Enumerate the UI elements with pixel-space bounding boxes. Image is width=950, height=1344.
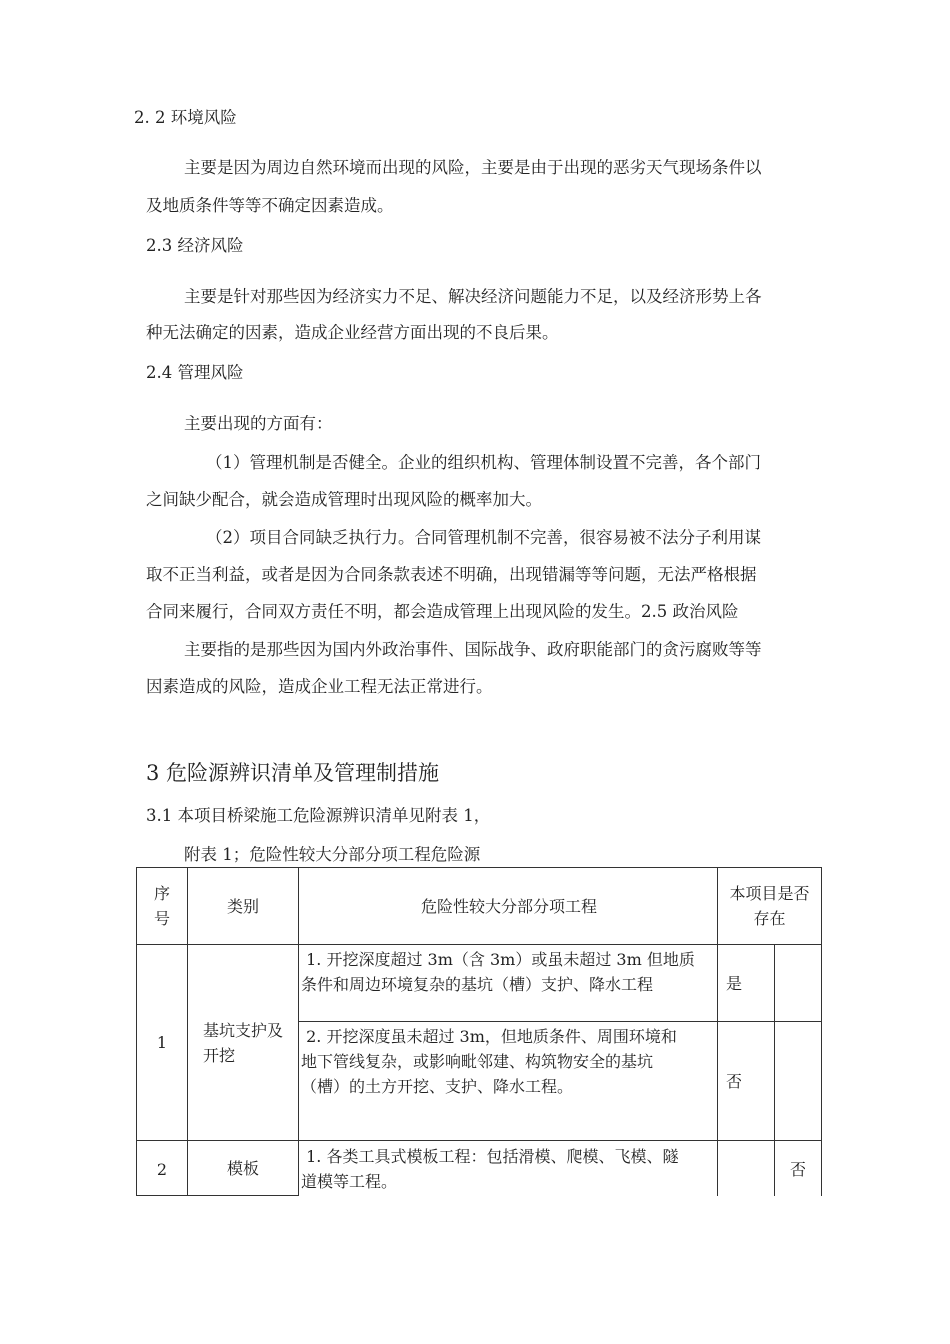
table-row [137, 1141, 822, 1196]
row2-item1-no: 否 [775, 1141, 822, 1196]
row1-item1: 1. 开挖深度超过 3m（含 3m）或虽未超过 3m 但地质 条件和周边环境复杂的基坑（槽）支护、降水工程 [299, 945, 718, 1022]
section-2-4-item1-line2: 之间缺少配合，就会造成管理时出现风险的概率加大。 [146, 490, 542, 509]
section-2-2-para-line1: 主要是因为周边自然环境而出现的风险，主要是由于出现的恶劣天气现场条件以 [184, 158, 762, 177]
section-2-3-para-line2: 种无法确定的因素，造成企业经营方面出现的不良后果。 [146, 323, 559, 342]
header-exists: 本项目是否 存在 [718, 868, 822, 945]
hazard-table [136, 867, 822, 1196]
section-2-5-para-line2: 因素造成的风险，造成企业工程无法正常进行。 [146, 677, 493, 696]
row1-item2: 2. 开挖深度虽未超过 3m，但地质条件、周围环境和 地下管线复杂，或影响毗邻建、构筑物安全的基坑 （槽）的土方开挖、支护、降水工程。 [299, 1022, 718, 1141]
header-item: 危险性较大分部分项工程 [299, 868, 718, 945]
section-3-1-line: 3.1 本项目桥梁施工危险源辨识清单见附表 1， [146, 806, 491, 825]
header-no: 序 号 [137, 868, 188, 945]
table-row [137, 945, 822, 1022]
row2-item1-yes [718, 1141, 775, 1196]
row2-category: 模板 [188, 1141, 299, 1196]
row1-item1-no [775, 945, 822, 1022]
section-2-4-title: 2.4 管理风险 [146, 363, 244, 382]
section-2-4-item2-line3: 合同来履行，合同双方责任不明，都会造成管理上出现风险的发生。2.5 政治风险 [146, 602, 739, 621]
section-2-3-para-line1: 主要是针对那些因为经济实力不足、解决经济问题能力不足，以及经济形势上各 [184, 287, 762, 306]
table-caption: 附表 1；危险性较大分部分项工程危险源 [184, 845, 481, 864]
row1-item2-no [775, 1022, 822, 1141]
section-2-5-para-line1: 主要指的是那些因为国内外政治事件、国际战争、政府职能部门的贪污腐败等等 [184, 640, 762, 659]
section-2-3-title: 2.3 经济风险 [146, 236, 244, 255]
row2-no: 2 [137, 1141, 188, 1196]
section-2-4-intro: 主要出现的方面有： [184, 414, 333, 433]
row1-no: 1 [137, 945, 188, 1141]
section-2-4-item2-line1: （2）项目合同缺乏执行力。合同管理机制不完善，很容易被不法分子利用谋 [206, 528, 761, 547]
section-3-heading: 3 危险源辨识清单及管理制措施 [146, 761, 440, 785]
section-2-4-item2-line2: 取不正当利益，或者是因为合同条款表述不明确，出现错漏等等问题，无法严格根据 [146, 565, 757, 584]
row1-category: 基坑支护及 开挖 [188, 945, 299, 1141]
row1-item1-yes: 是 [718, 945, 775, 1022]
table-header-row [137, 868, 822, 945]
section-2-2-title: 2. 2 环境风险 [134, 108, 237, 127]
row2-item1: 1. 各类工具式模板工程：包括滑模、爬模、飞模、隧 道模等工程。 [299, 1141, 718, 1196]
section-2-4-item1-line1: （1）管理机制是否健全。企业的组织机构、管理体制设置不完善，各个部门 [206, 453, 761, 472]
row1-item2-yes: 否 [718, 1022, 775, 1141]
section-2-2-para-line2: 及地质条件等等不确定因素造成。 [146, 196, 394, 215]
header-category: 类别 [188, 868, 299, 945]
